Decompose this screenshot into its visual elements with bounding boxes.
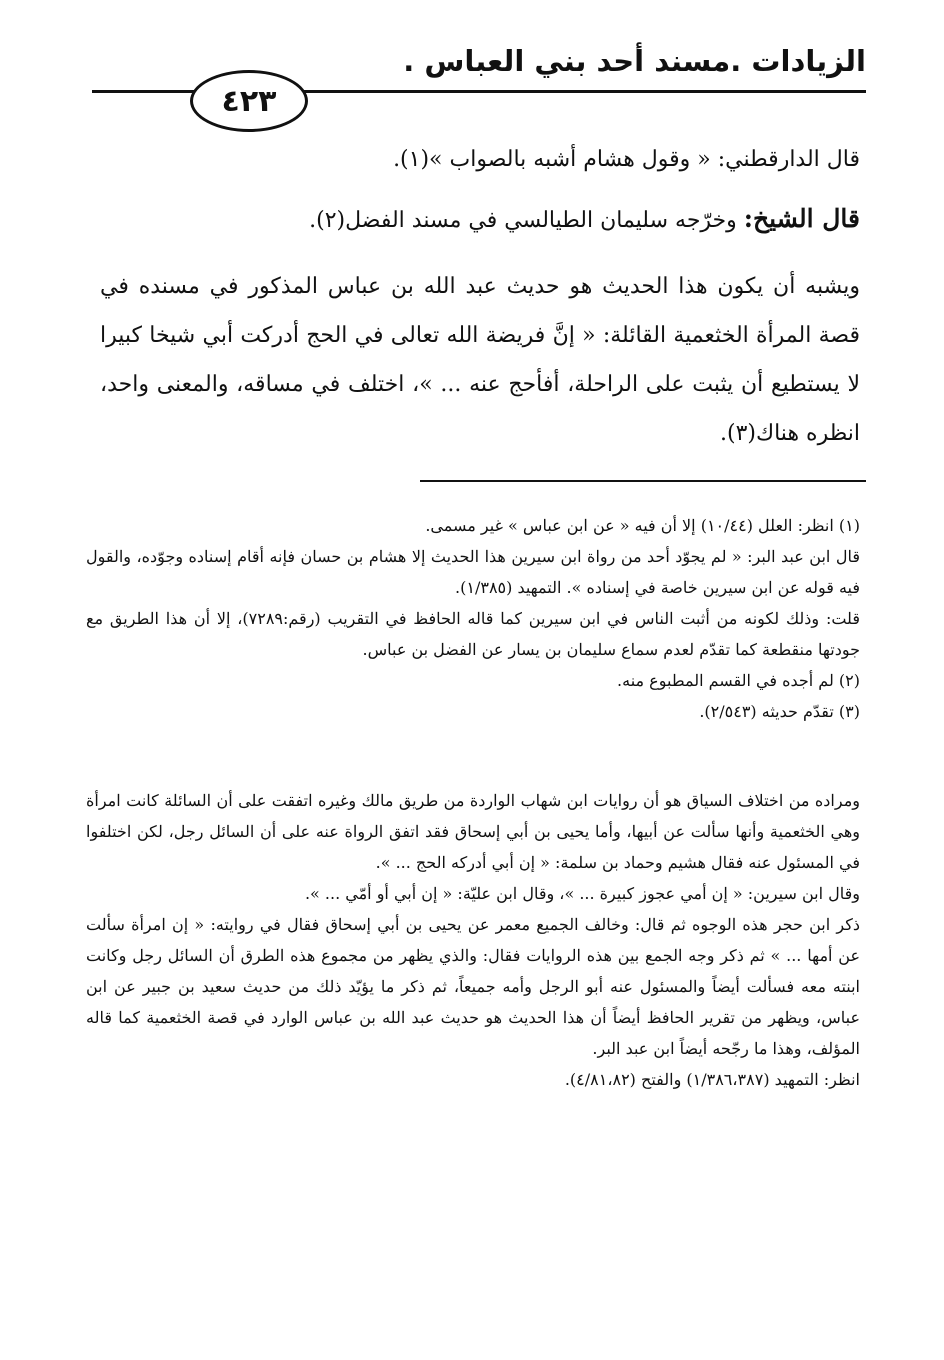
main-text-line-2-body: وخرّجه سليمان الطيالسي في مسند الفضل(٢). [309, 208, 744, 233]
footnote-1-comment: قلت: وذلك لكونه من أثبت الناس في ابن سيرين كما قاله الحافظ في التقريب (رقم:٧٢٨٩)، إلا أن هذا الطريق مع جودتها منقطعة كما تقدّم لعدم سماع سليمان بن يسار عن الفضل بن عباس. [86, 609, 860, 659]
main-text-line-2 [100, 196, 860, 244]
footnote-3-explanation: ومراده من اختلاف السياق هو أن روايات ابن شهاب الواردة من طريق مالك وغيره اتفقت على أن السائلة كانت امرأة وهي الخثعمية وأنها سألت عن أبيها، وأما يحيى بن أبي إسحاق فقد اتفق الرواة عنه على أن السائل رجل، لكن اختلفوا في المسئول عنه فقال هشيم وحماد بن سلمة: « إن أبي أدركه الحج ... ». [86, 791, 860, 872]
main-paragraph: ويشبه أن يكون هذا الحديث هو حديث عبد الله بن عباس المذكور في مسنده في قصة المرأة الخثعمية القائلة: « إنَّ فريضة الله تعالى في الحج أدركت أبي شيخا كبيرا لا يستطيع أن يثبت على الراحلة، أفأحج عنه ... »، اختلف في مساقه، والمعنى واحد، انظره هناك(٣). [100, 274, 860, 446]
footnotes-block-2 [86, 785, 860, 1095]
footnote-3-references: انظر: التمهيد (١/٣٨٦،٣٨٧) والفتح (٤/٨١،٨٢). [564, 1070, 860, 1089]
footnote-1: (١) انظر: العلل (١٠/٤٤) إلا أن فيه « عن ابن عباس » غير مسمى. [425, 516, 860, 535]
footnote-separator [420, 480, 866, 482]
footnote-3-ibn-hajar: ذكر ابن حجر هذه الوجوه ثم قال: وخالف الجميع معمر عن يحيى بن أبي إسحاق فقال في روايته: « إن امرأة سألت عن أمها ... » ثم ذكر وجه الجمع بين هذه الروايات فقال: والذي يظهر من مجموع هذه الطرق أن السائل رجل وكانت ابنته معه فسألت أيضاً والمسئول عنه أبو الرجل وأمه جميعاً، ثم ذكر ما يؤيّد ذلك من حديث سعيد بن جبير عن ابن عباس، ويظهر من تقرير الحافظ أيضاً أن هذا الحديث هو حديث عبد الله بن عباس الوارد في قصة الخثعمية كما قاله المؤلف، وهذا ما رجّحه أيضاً ابن عبد البر. [86, 915, 861, 1058]
footnote-2: (٢) لم أجده في القسم المطبوع منه. [617, 671, 860, 690]
footnote-3: (٣) تقدّم حديثه (٢/٥٤٣). [699, 702, 860, 721]
footnotes-block-1 [86, 510, 860, 727]
running-header-title: الزيادات .مسند أحد بني العباس . [403, 44, 866, 78]
footnote-3-ibn-sirin: وقال ابن سيرين: « إن أمي عجوز كبيرة ... »، وقال ابن عليّة: « إن أبي أو أمّي ... ». [304, 884, 860, 903]
main-text-line-1: قال الدارقطني: « وقول هشام أشبه بالصواب »(١). [393, 147, 860, 172]
footnote-1-quote: قال ابن عبد البر: « لم يجوّد أحد من رواة ابن سيرين هذا الحديث إلا هشام بن حسان فإنه أقام إسناده وجوّده، والقول فيه قوله عن ابن سيرين خاصة في إسناده ». التمهيد (١/٣٨٥). [86, 547, 860, 597]
sheikh-lead-label: قال الشيخ: [743, 204, 860, 233]
page-number-badge: ٤٢٣ [190, 70, 308, 132]
